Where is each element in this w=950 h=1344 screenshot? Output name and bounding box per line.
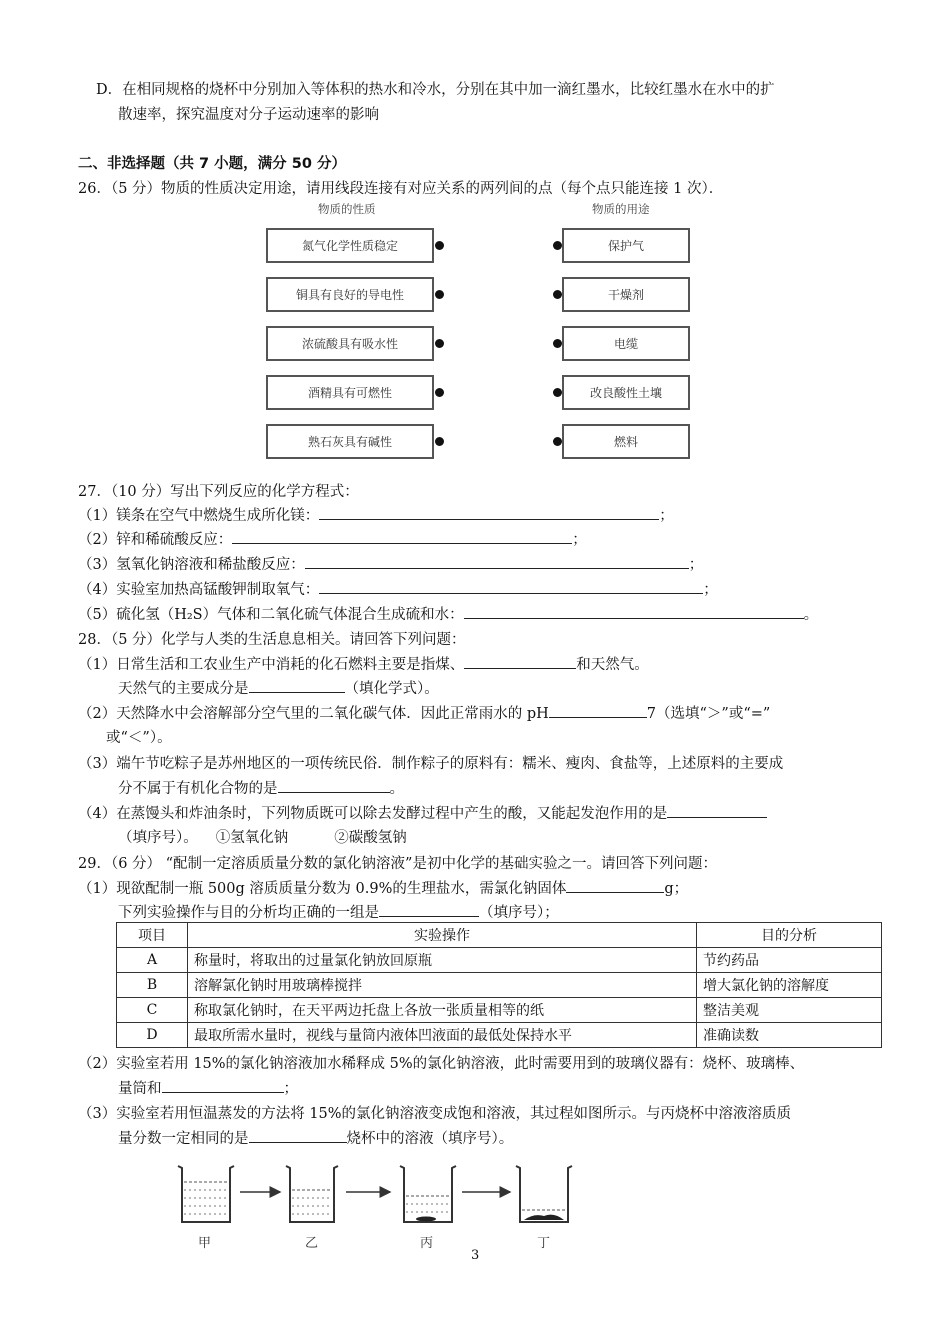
table-row <box>117 973 882 998</box>
answer-blank[interactable] <box>232 529 572 544</box>
q28-part1-formula: 天然气的主要成分是 （填化学式）。 <box>118 677 439 698</box>
q28-part3-cont: 分不属于有机化合物的是 。 <box>118 777 404 798</box>
answer-blank[interactable] <box>305 554 689 569</box>
use-box-4: 改良酸性土壤 <box>562 375 690 410</box>
use-dot-1[interactable] <box>553 241 562 250</box>
beaker-jia <box>178 1166 234 1222</box>
answer-blank[interactable] <box>667 803 767 818</box>
property-box-5: 熟石灰具有碱性 <box>266 424 434 459</box>
use-box-3: 电缆 <box>562 326 690 361</box>
q26-stem: 26．（5 分）物质的性质决定用途，请用线段连接有对应关系的两列间的点（每个点只能连接 1 次）． <box>78 181 724 197</box>
q25-option-d-line2: 散速率，探究温度对分子运动速率的影响 <box>118 107 379 123</box>
table-row <box>117 948 882 973</box>
table-cell: 最取所需水量时，视线与量筒内液体凹液面的最低处保持水平 <box>188 1023 697 1048</box>
use-box-1: 保护气 <box>562 228 690 263</box>
property-dot-5[interactable] <box>435 437 444 446</box>
q28-part2-cont: 或“＜”）。 <box>106 730 172 746</box>
beaker-label-ding: 丁 <box>537 1236 551 1251</box>
table-cell: 整洁美观 <box>697 998 882 1023</box>
table-cell: A <box>117 948 188 973</box>
property-dot-3[interactable] <box>435 339 444 348</box>
table-cell: 溶解氯化钠时用玻璃棒搅拌 <box>188 973 697 998</box>
q27-item-3: （3）氢氧化钠溶液和稀盐酸反应： ； <box>78 553 703 574</box>
beaker-label-yi: 乙 <box>305 1236 319 1251</box>
answer-blank[interactable] <box>319 579 703 594</box>
table-cell: 称取氯化钠时，在天平两边托盘上各放一张质量相等的纸 <box>188 998 697 1023</box>
beaker-yi <box>286 1166 338 1222</box>
table-cell: 称量时，将取出的过量氯化钠放回原瓶 <box>188 948 697 973</box>
property-box-1: 氮气化学性质稳定 <box>266 228 434 263</box>
q27-item-4: （4）实验室加热高锰酸钾制取氧气： ； <box>78 578 718 599</box>
answer-blank[interactable] <box>549 703 647 718</box>
answer-blank[interactable] <box>379 902 479 917</box>
use-dot-5[interactable] <box>553 437 562 446</box>
q27-item-2: （2）锌和稀硫酸反应： ； <box>78 528 587 549</box>
q28-stem: 28．（5 分）化学与人类的生活息息相关。请回答下列问题： <box>78 632 466 648</box>
q28-part3: （3）端午节吃粽子是苏州地区的一项传统民俗．制作粽子的原料有：糯米、瘦肉、食盐等，上述原料的主要成 <box>78 756 784 772</box>
table-cell: 准确读数 <box>697 1023 882 1048</box>
use-dot-2[interactable] <box>553 290 562 299</box>
property-box-2: 铜具有良好的导电性 <box>266 277 434 312</box>
section2-title: 二、非选择题（共 7 小题，满分 50 分） <box>78 156 346 172</box>
property-box-4: 酒精具有可燃性 <box>266 375 434 410</box>
q29-part1: （1）现欲配制一瓶 500g 溶质质量分数为 0.9%的生理盐水，需氯化钠固体 g； <box>78 877 688 898</box>
page-number: 3 <box>471 1248 480 1263</box>
table-cell: 增大氯化钠的溶解度 <box>697 973 882 998</box>
table-row <box>117 1023 882 1048</box>
beaker-ding <box>516 1166 572 1222</box>
answer-blank[interactable] <box>464 654 576 669</box>
evaporation-beaker-diagram <box>168 1158 588 1234</box>
q29-part2: （2）实验室若用 15%的氯化钠溶液加水稀释成 5%的氯化钠溶液，此时需要用到的玻璃仪器有：烧杯、玻璃棒、 <box>78 1056 805 1072</box>
col-header: 实验操作 <box>188 923 697 948</box>
q27-item-1: （1）镁条在空气中燃烧生成所化镁： ； <box>78 504 674 525</box>
use-box-5: 燃料 <box>562 424 690 459</box>
operation-table <box>116 922 882 1048</box>
q29-part3-cont: 量分数一定相同的是 烧杯中的溶液（填序号）。 <box>118 1127 513 1148</box>
use-dot-3[interactable] <box>553 339 562 348</box>
table-cell: B <box>117 973 188 998</box>
table-header-row <box>117 923 882 948</box>
q28-part4: （4）在蒸馒头和炸油条时，下列物质既可以除去发酵过程中产生的酸，又能起发泡作用的是 <box>78 802 767 823</box>
property-dot-2[interactable] <box>435 290 444 299</box>
q28-part4-options: （填序号）。 ①氢氧化钠 ②碳酸氢钠 <box>118 830 407 846</box>
answer-blank[interactable] <box>319 505 659 520</box>
table-cell: D <box>117 1023 188 1048</box>
q26-left-header: 物质的性质 <box>318 202 376 216</box>
q29-part2-cont: 量筒和 ； <box>118 1077 298 1098</box>
property-dot-4[interactable] <box>435 388 444 397</box>
answer-blank[interactable] <box>162 1078 284 1093</box>
use-dot-4[interactable] <box>553 388 562 397</box>
beaker-bing <box>400 1166 456 1222</box>
answer-blank[interactable] <box>278 778 390 793</box>
q25-option-d-line1: D．在相同规格的烧杯中分别加入等体积的热水和冷水，分别在其中加一滴红墨水，比较红墨水在水中的扩 <box>96 82 775 98</box>
q27-stem: 27．（10 分）写出下列反应的化学方程式： <box>78 484 359 500</box>
answer-blank[interactable] <box>464 604 804 619</box>
table-cell: C <box>117 998 188 1023</box>
beaker-label-bing: 丙 <box>420 1236 434 1251</box>
q29-part1-select: 下列实验操作与目的分析均正确的一组是 （填序号）； <box>118 901 559 922</box>
table-row <box>117 998 882 1023</box>
col-header: 项目 <box>117 923 188 948</box>
q28-part1: （1）日常生活和工农业生产中消耗的化石燃料主要是指煤、 和天然气。 <box>78 653 649 674</box>
property-dot-1[interactable] <box>435 241 444 250</box>
answer-blank[interactable] <box>566 878 664 893</box>
property-box-3: 浓硫酸具有吸水性 <box>266 326 434 361</box>
table-cell: 节约药品 <box>697 948 882 973</box>
q28-part2: （2）天然降水中会溶解部分空气里的二氧化碳气体．因此正常雨水的 pH 7（选填“＞”或“=” <box>78 702 770 723</box>
q26-right-header: 物质的用途 <box>592 202 650 216</box>
q29-stem: 29．（6 分） “配制一定溶质质量分数的氯化钠溶液”是初中化学的基础实验之一。请回答下列问题： <box>78 856 717 872</box>
col-header: 目的分析 <box>697 923 882 948</box>
beaker-label-jia: 甲 <box>198 1236 212 1251</box>
answer-blank[interactable] <box>249 1128 347 1143</box>
answer-blank[interactable] <box>249 678 345 693</box>
use-box-2: 干燥剂 <box>562 277 690 312</box>
q27-item-5: （5）硫化氢（H₂S）气体和二氧化硫气体混合生成硫和水： 。 <box>78 603 818 624</box>
q29-part3: （3）实验室若用恒温蒸发的方法将 15%的氯化钠溶液变成饱和溶液，其过程如图所示。与丙烧杯中溶液溶质质 <box>78 1106 792 1122</box>
